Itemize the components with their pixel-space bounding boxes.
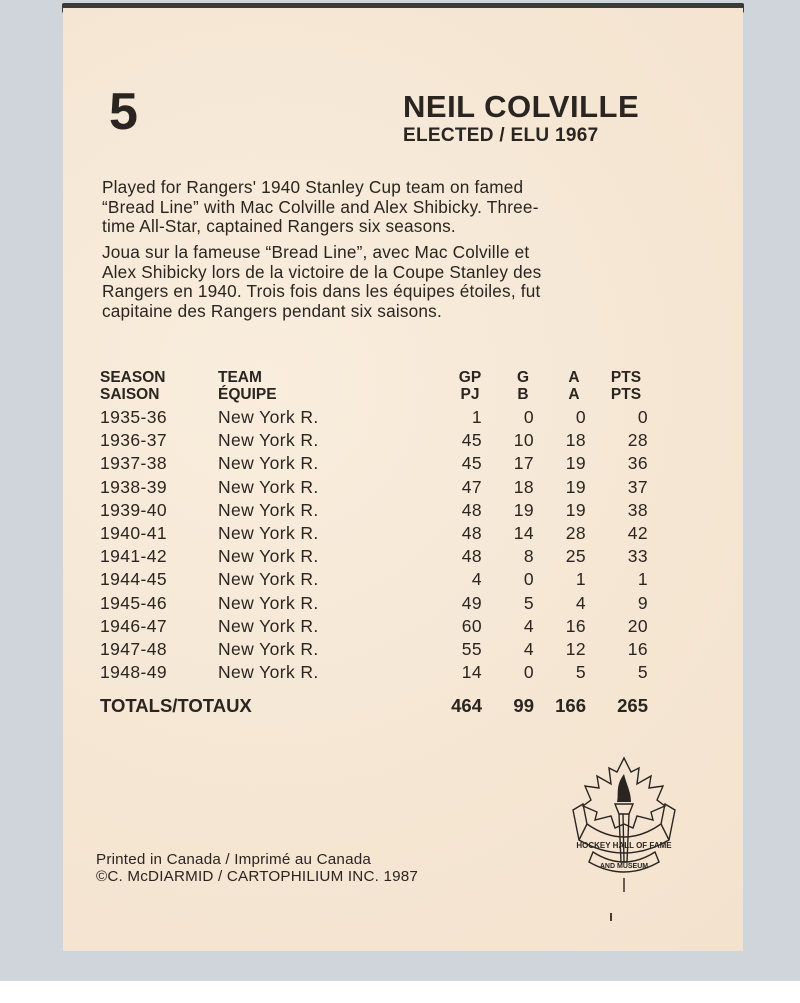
header-en: TEAM	[218, 369, 262, 386]
header-en: PTS	[610, 369, 642, 386]
cell-gp: 48	[461, 499, 482, 520]
stats-row	[100, 452, 660, 475]
header-a	[556, 369, 592, 403]
card-number: 5	[109, 83, 138, 141]
cell-pts: 42	[627, 522, 648, 543]
cell-g: 10	[513, 430, 534, 451]
player-name: NEIL COLVILLE	[403, 89, 640, 124]
stats-header	[100, 369, 660, 406]
cell-a: 19	[565, 453, 586, 474]
printing-info	[96, 851, 418, 885]
cell-gp: 49	[461, 592, 482, 613]
cell-gp: 60	[461, 615, 482, 636]
header-fr: PJ	[460, 386, 480, 403]
cell-season: 1937-38	[100, 453, 168, 474]
header-season	[100, 369, 165, 403]
cell-season: 1941-42	[100, 546, 168, 567]
cell-g: 0	[523, 407, 534, 427]
header-gp	[445, 369, 495, 403]
cell-season: 1939-40	[100, 499, 168, 520]
cell-g: 18	[513, 476, 534, 497]
cell-team: New York R.	[218, 407, 319, 427]
header-en: A	[568, 369, 580, 386]
stats-row	[100, 476, 660, 499]
hockey-hall-of-fame-crest-icon	[565, 754, 683, 894]
stats-row	[100, 522, 660, 545]
bio-english	[102, 178, 682, 237]
cell-pts: 9	[637, 592, 648, 613]
cell-gp: 14	[461, 662, 482, 683]
stats-row	[100, 638, 660, 661]
cell-pts: 38	[627, 499, 648, 520]
cell-g: 5	[523, 592, 534, 613]
cell-a: 0	[575, 407, 586, 427]
cell-pts: 5	[637, 662, 648, 683]
stats-row	[100, 568, 660, 591]
cell-team: New York R.	[218, 592, 319, 613]
cell-season: 1945-46	[100, 592, 168, 613]
stats-rows	[100, 406, 660, 684]
cell-pts: 0	[637, 407, 648, 427]
stats-table	[100, 369, 660, 717]
svg-text:AND MUSEUM: AND MUSEUM	[599, 863, 649, 870]
header-en: SEASON	[100, 369, 166, 386]
cell-g: 0	[523, 569, 534, 590]
cell-gp: 1	[471, 407, 482, 427]
cell-gp: 4	[471, 569, 482, 590]
cell-season: 1948-49	[100, 662, 168, 683]
cell-g: 19	[513, 499, 534, 520]
bio-line: Rangers en 1940. Trois fois dans les équipes étoiles, fut	[102, 281, 541, 302]
stats-row	[100, 615, 660, 638]
totals-row	[100, 694, 660, 717]
stats-row	[100, 406, 660, 429]
cell-a: 19	[565, 476, 586, 497]
cell-team: New York R.	[218, 430, 319, 451]
totals-label: TOTALS/TOTAUX	[100, 695, 252, 717]
totals-a: 166	[555, 695, 586, 717]
cell-pts: 37	[627, 476, 648, 497]
cell-a: 28	[565, 522, 586, 543]
cell-a: 19	[565, 499, 586, 520]
cell-team: New York R.	[218, 662, 319, 683]
cell-team: New York R.	[218, 476, 319, 497]
stats-row	[100, 545, 660, 568]
cell-pts: 33	[627, 546, 648, 567]
cell-gp: 48	[461, 546, 482, 567]
cell-g: 0	[523, 662, 534, 683]
bio-line: Played for Rangers' 1940 Stanley Cup team on famed	[102, 177, 524, 197]
cell-g: 4	[523, 638, 534, 659]
cell-a: 16	[565, 615, 586, 636]
cell-team: New York R.	[218, 569, 319, 590]
stats-row	[100, 499, 660, 522]
svg-text:HOCKEY HALL OF FAME: HOCKEY HALL OF FAME	[576, 841, 672, 850]
cell-a: 25	[565, 546, 586, 567]
stats-row	[100, 661, 660, 684]
header-fr: PTS	[610, 386, 642, 403]
cell-team: New York R.	[218, 546, 319, 567]
header-pts	[600, 369, 652, 403]
cell-g: 8	[523, 546, 534, 567]
cell-season: 1946-47	[100, 615, 168, 636]
cell-a: 1	[575, 569, 586, 590]
cell-pts: 1	[637, 569, 648, 590]
totals-gp: 464	[451, 695, 482, 717]
header-fr: SAISON	[100, 386, 160, 403]
elected-year: ELECTED / ELU 1967	[403, 125, 599, 146]
cell-gp: 48	[461, 522, 482, 543]
bio-line: Alex Shibicky lors de la victoire de la Coupe Stanley des	[102, 261, 542, 282]
cell-pts: 20	[627, 615, 648, 636]
header-en: GP	[458, 369, 482, 386]
cell-gp: 45	[461, 453, 482, 474]
cell-season: 1936-37	[100, 430, 168, 451]
header-fr: ÉQUIPE	[218, 386, 277, 403]
cell-team: New York R.	[218, 522, 319, 543]
header-fr: B	[517, 386, 529, 403]
bio-line: time All-Star, captained Rangers six seasons.	[102, 216, 456, 237]
printed-in: Printed in Canada / Imprimé au Canada	[96, 851, 372, 868]
header-en: G	[516, 369, 530, 386]
trading-card-back	[63, 8, 743, 951]
cell-g: 4	[523, 615, 534, 636]
totals-g: 99	[513, 695, 534, 717]
cell-team: New York R.	[218, 453, 319, 474]
bio-french	[102, 243, 682, 322]
cell-season: 1938-39	[100, 476, 168, 497]
cell-gp: 45	[461, 430, 482, 451]
cell-a: 18	[565, 430, 586, 451]
cell-g: 14	[513, 522, 534, 543]
cell-gp: 55	[461, 638, 482, 659]
cell-a: 4	[575, 592, 586, 613]
bio-line: Joua sur la fameuse “Bread Line”, avec Mac Colville et	[102, 242, 530, 262]
cell-g: 17	[513, 453, 534, 474]
cell-season: 1935-36	[100, 407, 168, 427]
totals-pts: 265	[617, 695, 648, 717]
cell-team: New York R.	[218, 638, 319, 659]
cell-pts: 28	[627, 430, 648, 451]
cell-pts: 36	[627, 453, 648, 474]
header-g	[500, 369, 546, 403]
cell-season: 1940-41	[100, 522, 168, 543]
cell-a: 5	[575, 662, 586, 683]
header-team	[218, 369, 277, 403]
cell-gp: 47	[461, 476, 482, 497]
cell-team: New York R.	[218, 499, 319, 520]
cell-season: 1947-48	[100, 638, 168, 659]
bio-line: capitaine des Rangers pendant six saisons.	[102, 301, 442, 322]
cell-team: New York R.	[218, 615, 319, 636]
cell-pts: 16	[627, 638, 648, 659]
print-speck	[610, 913, 612, 921]
stats-row	[100, 429, 660, 452]
header-fr: A	[568, 386, 580, 403]
stats-row	[100, 592, 660, 615]
cell-season: 1944-45	[100, 569, 168, 590]
copyright: ©C. McDIARMID / CARTOPHILIUM INC. 1987	[96, 868, 419, 885]
cell-a: 12	[565, 638, 586, 659]
bio-line: “Bread Line” with Mac Colville and Alex Shibicky. Three-	[102, 196, 539, 217]
